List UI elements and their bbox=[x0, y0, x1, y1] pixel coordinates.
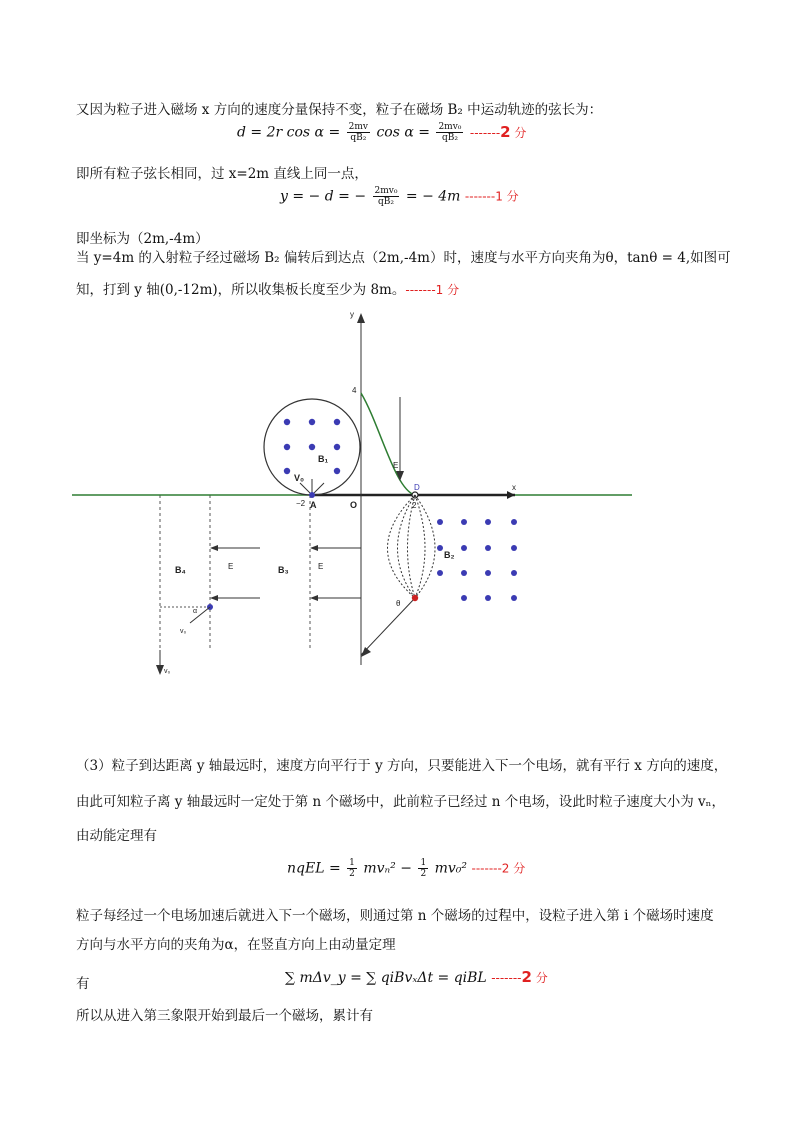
equation-kinetic-energy: nqEL = $\frac{1}{2}$ mvₙ² − $\frac{1}{2}$ mv₀² -------2 分 bbox=[287, 858, 526, 879]
label-b2: B₂ bbox=[444, 550, 455, 560]
label-v0-small: v₀ bbox=[180, 628, 187, 635]
text-line-12: 所以从进入第三象限开始到最后一个磁场，累计有 bbox=[76, 1008, 373, 1024]
label-b3: B₃ bbox=[278, 565, 289, 575]
exit-trajectory-line bbox=[361, 598, 415, 655]
physics-diagram bbox=[60, 305, 650, 695]
label-point-a: A bbox=[310, 500, 317, 510]
label-theta: θ bbox=[396, 599, 401, 608]
label-point-d: D bbox=[414, 483, 420, 492]
label-y4: 4 bbox=[352, 386, 357, 395]
b2-field-dots bbox=[437, 519, 517, 601]
e-field-left-heads bbox=[210, 545, 318, 601]
fraction: $\frac{\text{2mv₀}}{\text{qB₂}}$ bbox=[374, 186, 398, 207]
equation-chord-length: d = 2r cos α = $\frac{2mv}{\text{qB₂}}$ cos α = $\frac{\text{2mv₀}}{\text{qB₂}}$ -------2 分 bbox=[237, 122, 527, 143]
label-e-left1: E bbox=[228, 562, 234, 571]
label-b1: B₁ bbox=[318, 454, 329, 464]
x-axis-arrow bbox=[507, 491, 515, 499]
label-neg2: −2 bbox=[296, 499, 306, 508]
label-e-left2: E bbox=[318, 562, 324, 571]
label-alpha: α bbox=[193, 608, 198, 615]
text-line-1: 又因为粒子进入磁场 x 方向的速度分量保持不变，粒子在磁场 B₂ 中运动轨迹的弦长为： bbox=[76, 102, 603, 118]
equation-y-coordinate: y = − d = − $\frac{\text{2mv₀}}{\text{qB₂}}$ = − 4m -------1 分 bbox=[280, 186, 519, 207]
v0-bottom-arrow bbox=[156, 665, 164, 675]
text-line-4: 当 y=4m 的入射粒子经过磁场 B₂ 偏转后到达点（2m,-4m）时，速度与水平方向夹角为θ，tanθ = 4,如图可 bbox=[76, 250, 731, 266]
text-line-7: 由此可知粒子离 y 轴最远时一定处于第 n 个磁场中，此前粒子已经过 n 个电场，设此时粒子速度大小为 vₙ， bbox=[76, 794, 726, 810]
equation-momentum: ∑ mΔv_y = ∑ qiBvₓΔt = qiBL -------2 分 bbox=[285, 968, 548, 986]
score-mark: -------2 分 bbox=[471, 861, 526, 876]
label-origin: O bbox=[350, 500, 358, 510]
label-v0: V₀ bbox=[294, 473, 305, 483]
point-a-dot bbox=[309, 492, 315, 498]
label-x-axis: x bbox=[512, 483, 516, 492]
score-mark: -------1 分 bbox=[464, 189, 519, 204]
label-v0-bottom: v₀ bbox=[164, 668, 171, 675]
score-mark: -------2 分 bbox=[491, 968, 548, 986]
text-line-6: （3）粒子到达距离 y 轴最远时，速度方向平行于 y 方向，只要能进入下一个电场，就有平行 x 方向的速度， bbox=[76, 758, 728, 774]
label-b4: B₄ bbox=[175, 565, 186, 575]
fraction: $\frac{1}{2}$ bbox=[349, 858, 355, 879]
score-mark: -------2 分 bbox=[469, 122, 527, 141]
fraction: $\frac{\text{2mv₀}}{\text{qB₂}}$ bbox=[438, 122, 462, 143]
label-x2: 2 bbox=[412, 501, 417, 510]
text-line-3: 即坐标为（2m,-4m） bbox=[76, 231, 209, 247]
text-line-11: 有 bbox=[76, 976, 90, 992]
label-y-axis: y bbox=[350, 310, 354, 319]
text-line-10: 方向与水平方向的夹角为α，在竖直方向上由动量定理 bbox=[76, 937, 396, 953]
text-line-8: 由动能定理有 bbox=[76, 828, 157, 844]
fraction: $\frac{1}{2}$ bbox=[420, 858, 427, 879]
score-mark: -------1 分 bbox=[405, 283, 460, 297]
text-line-9: 粒子每经过一个电场加速后就进入下一个磁场，则通过第 n 个磁场的过程中，设粒子进入第 i 个磁场时速度 bbox=[76, 908, 714, 924]
red-point bbox=[412, 595, 418, 601]
b1-field-dots bbox=[284, 419, 340, 474]
trajectory-curve bbox=[361, 393, 415, 495]
text-line-5: 知，打到 y 轴(0,-12m)，所以收集板长度至少为 8m。-------1 分 bbox=[76, 282, 460, 298]
label-e-down: E bbox=[393, 461, 399, 470]
y-axis-arrow bbox=[357, 313, 365, 323]
text-line-2: 即所有粒子弦长相同，过 x=2m 直线上同一点， bbox=[76, 166, 368, 182]
fraction: $\frac{2mv}{\text{qB₂}}$ bbox=[348, 122, 368, 143]
b2-arcs bbox=[388, 495, 436, 598]
exit-trajectory-arrow bbox=[361, 647, 371, 657]
